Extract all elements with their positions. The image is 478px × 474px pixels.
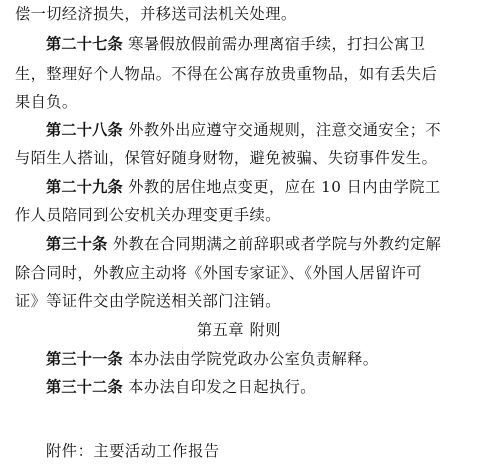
article-29-text: 外教的居住地点变更，应在 10 日内由学院工 [122, 178, 441, 196]
attachment-note: 附件：主要活动工作报告 [46, 442, 220, 460]
line-text: 果自负。 [15, 93, 78, 111]
article-31-label: 第三十一条 [46, 350, 123, 368]
line-text: 偿一切经济损失，并移送司法机关处理。 [15, 5, 297, 23]
line-text: 证》等证件交由学院送相关部门注销。 [15, 292, 281, 310]
article-31-text: 本办法由学院党政办公室负责解释。 [122, 350, 379, 368]
paragraph-line [0, 262, 478, 284]
article-30-heading-line [0, 233, 478, 255]
line-text: 与陌生人搭讪，保管好随身财物，避免被骗、失窃事件发生。 [15, 149, 438, 167]
paragraph-line [0, 147, 478, 169]
article-29-heading-line [0, 176, 478, 198]
paragraph-line [0, 63, 478, 85]
article-27-label: 第二十七条 [46, 35, 123, 53]
paragraph-line [0, 290, 478, 312]
chapter-title: 第五章 附则 [196, 321, 282, 339]
paragraph-line [0, 204, 478, 226]
article-30-text: 外教在合同期满之前辞职或者学院与外教约定解 [107, 235, 442, 253]
article-27-text: 寒暑假放假前需办理离宿手续，打扫公寓卫 [122, 35, 426, 53]
article-30-label: 第三十条 [46, 235, 108, 253]
article-27-heading-line [0, 33, 478, 55]
article-32-label: 第三十二条 [46, 378, 123, 396]
article-29-label: 第二十九条 [46, 178, 123, 196]
article-32-line [0, 376, 478, 398]
line-text: 除合同时，外教应主动将《外国专家证》、《外国人居留许可 [15, 264, 423, 282]
paragraph-line [0, 3, 478, 25]
article-32-text: 本办法自印发之日起执行。 [122, 378, 316, 396]
article-31-line [0, 348, 478, 370]
article-28-text: 外教外出应遵守交通规则，注意交通安全；不 [122, 121, 441, 139]
article-28-label: 第二十八条 [46, 121, 123, 139]
line-text: 作人员陪同到公安机关办理变更手续。 [15, 206, 281, 224]
paragraph-line [0, 91, 478, 113]
article-28-heading-line [0, 119, 478, 141]
line-text: 生，整理好个人物品。不得在公寓存放贵重物品，如有丢失后 [15, 65, 438, 83]
